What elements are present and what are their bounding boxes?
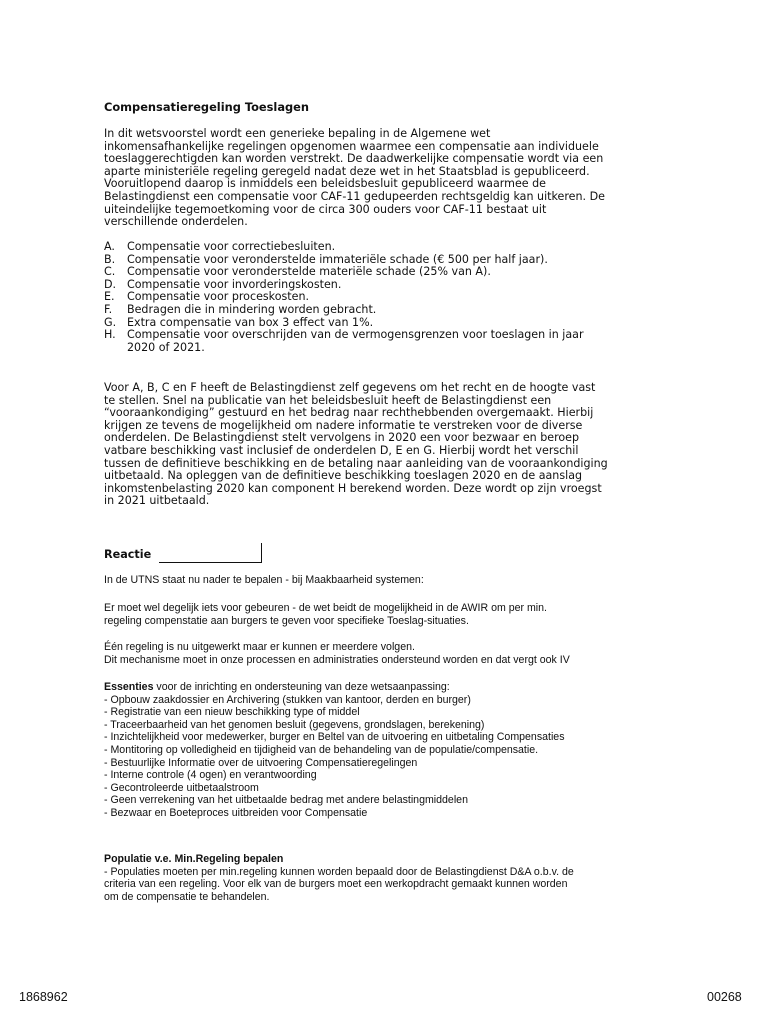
- text-line: Voor A, B, C en F heeft de Belastingdienst zelf gegevens om het recht en de hoogte vast: [104, 381, 596, 394]
- text-line: regeling compenstatie aan burgers te geven voor specifieke Toeslag-situaties.: [104, 614, 469, 627]
- essenties-heading: Essenties: [104, 681, 154, 693]
- list-item: [104, 304, 584, 317]
- text-line: Vooruitlopend daarop is inmiddels een beleidsbesluit gepubliceerd waarmee de: [104, 177, 546, 191]
- essenties-section: [104, 681, 565, 820]
- list-item: - Gecontroleerde uitbetaalstroom: [104, 781, 259, 794]
- text-line: uitbetaald. Na opleggen van de definitieve beschikking toeslagen 2020 en de aanslag: [104, 469, 583, 483]
- text-line: krijgen ze tevens de mogelijkheid om nadere informatie te verstreken voor de diverse: [104, 418, 583, 432]
- reactie-heading: Reactie: [104, 548, 152, 561]
- text-line: tussen de definitieve beschikking en de betaling naar aanleiding van de vooraankondiging: [104, 456, 608, 470]
- text-line: Dit mechanisme moet in onze processen en administraties ondersteund worden en dat vergt ook IV: [104, 653, 570, 666]
- text-line: inkomstenbelasting 2020 kan component H berekend worden. Deze wordt op zijn vroegst: [104, 481, 602, 495]
- text-line: uiteindelijke tegemoetkoming voor de circa 300 ouders voor CAF-11 bestaat uit: [104, 202, 547, 216]
- list-item: - Traceerbaarheid van het genomen besluit (gegevens, grondslagen, berekening): [104, 718, 485, 731]
- compensation-components-list: [104, 241, 584, 354]
- text-line: In dit wetsvoorstel wordt een generieke bepaling in de Algemene wet: [104, 127, 491, 140]
- populatie-heading: Populatie v.e. Min.Regeling bepalen: [104, 853, 284, 865]
- text-line: onderdelen. De Belastingdienst stelt vervolgens in 2020 een voor bezwaar en beroep: [104, 431, 580, 445]
- list-item-letter: A.: [104, 240, 115, 253]
- list-item: - Montitoring op volledigheid en tijdigheid van de behandeling van de populatie/compensatie.: [104, 743, 539, 756]
- list-item-text: Compensatie voor invorderingskosten.: [127, 277, 342, 291]
- list-item-letter: F.: [104, 302, 113, 316]
- text-line: aparte ministeriële regeling geregeld nadat deze wet in het Staatsblad is gepubliceerd.: [104, 164, 590, 178]
- list-item-letter: E.: [104, 290, 115, 304]
- populatie-section: [104, 853, 574, 903]
- list-item: [104, 266, 584, 279]
- text-line: in 2021 uitbetaald.: [104, 494, 210, 508]
- list-item: - Bezwaar en Boeteproces uitbreiden voor Compensatie: [104, 806, 368, 819]
- reactie-paragraph-a: [104, 602, 547, 627]
- list-item-text: Compensatie voor veronderstelde immateriële schade (€ 500 per half jaar).: [127, 252, 548, 266]
- list-item-text: 2020 of 2021.: [127, 340, 205, 354]
- list-item: [104, 329, 584, 354]
- process-paragraph: [104, 382, 608, 508]
- reactie-paragraph-b: [104, 641, 570, 666]
- list-item-letter: D.: [104, 277, 117, 291]
- list-item-letter: C.: [104, 265, 116, 279]
- document-id-left: 1868962: [19, 990, 68, 1004]
- text-line: “vooraankondiging” gestuurd en het bedrag naar rechthebbenden overgemaakt. Hierbij: [104, 406, 594, 420]
- text-line: Één regeling is nu uitgewerkt maar er kunnen er meerdere volgen.: [104, 641, 415, 653]
- list-item-text: Compensatie voor proceskosten.: [127, 290, 310, 304]
- document-title: Compensatieregeling Toeslagen: [104, 100, 310, 114]
- list-item: - Inzichtelijkheid voor medewerker, burger en Beltel van de uitvoering en uitbetaling Compensaties: [104, 731, 565, 744]
- intro-paragraph: [104, 128, 605, 229]
- text-line: om de compensatie te behandelen.: [104, 890, 270, 903]
- text-line: verschillende onderdelen.: [104, 215, 248, 229]
- list-item-letter: H.: [104, 328, 116, 342]
- list-item: - Registratie van een nieuw beschikking type of middel: [104, 706, 360, 719]
- reactie-intro: [104, 574, 424, 587]
- list-item-letter: G.: [104, 315, 117, 329]
- text-line: Belastingdienst een compensatie voor CAF-11 gedupeerden rechtsgeldig kan uitkeren. De: [104, 189, 605, 203]
- list-item-text: Bedragen die in mindering worden gebracht.: [127, 302, 377, 316]
- list-item: - Bestuurlijke Informatie over de uitvoering Compensatieregelingen: [104, 756, 418, 769]
- text-line: - Populaties moeten per min.regeling kunnen worden bepaald door de Belastingdienst D&A o.b.v. de: [104, 865, 574, 878]
- list-item: - Opbouw zaakdossier en Archivering (stukken van kantoor, derden en burger): [104, 693, 471, 706]
- list-item-text: Compensatie voor correctiebesluiten.: [127, 240, 336, 253]
- text-line: Er moet wel degelijk iets voor gebeuren - de wet beidt de mogelijkheid in de AWIR om per min.: [104, 602, 547, 614]
- text-line: In de UTNS staat nu nader te bepalen - bij Maakbaarheid systemen:: [104, 574, 424, 586]
- text-line: toeslaggerechtigden kan worden verstrekt. De daadwerkelijke compensatie wordt via een: [104, 152, 604, 166]
- text-line: inkomensafhankelijke regelingen opgenomen waarmee een compensatie aan individuele: [104, 139, 599, 153]
- page-number-right: 00268: [707, 990, 742, 1004]
- text-line: vatbare beschikking vast inclusief de onderdelen D, E en G. Hierbij wordt het verschil: [104, 443, 579, 457]
- text-line: criteria van een regeling. Voor elk van de burgers moet een werkopdracht gemaakt kunnen worden: [104, 878, 568, 891]
- list-item-text: Compensatie voor overschrijden van de vermogensgrenzen voor toeslagen in jaar: [127, 328, 584, 342]
- list-item: [104, 241, 584, 254]
- list-item: - Geen verrekening van het uitbetaalde bedrag met andere belastingmiddelen: [104, 794, 468, 807]
- text-line: te stellen. Snel na publicatie van het beleidsbesluit heeft de Belastingdienst een: [104, 393, 552, 407]
- reactie-field-box: [159, 543, 262, 563]
- list-item-text: Extra compensatie van box 3 effect van 1%.: [127, 315, 374, 329]
- list-item-text: Compensatie voor veronderstelde materiële schade (25% van A).: [127, 265, 491, 279]
- list-item: - Interne controle (4 ogen) en verantwoording: [104, 769, 317, 782]
- essenties-intro-line: [104, 681, 565, 694]
- list-item-letter: B.: [104, 252, 116, 266]
- essenties-intro: voor de inrichting en ondersteuning van deze wetsaanpassing:: [153, 681, 450, 693]
